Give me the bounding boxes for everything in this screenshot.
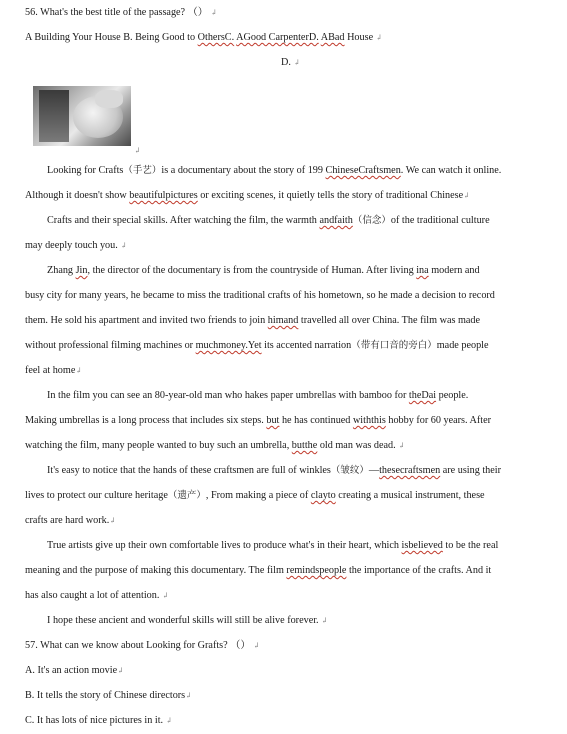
- passage-text: Although it doesn't show: [25, 190, 130, 201]
- passage-text: meaning and the purpose of making this documentary. The film: [25, 565, 287, 576]
- paragraph-mark: ↲: [109, 516, 116, 525]
- passage-line: [47, 164, 501, 178]
- passage-underlined: remindspeople: [286, 565, 347, 576]
- passage-cjk: （手艺）: [123, 165, 162, 176]
- option-text: House: [344, 32, 374, 43]
- passage-underlined: withthis: [352, 415, 386, 426]
- paragraph-mark: ↲: [134, 146, 141, 155]
- passage-text: creating a musical instrument, these: [335, 490, 485, 501]
- paragraph-mark: ↲: [185, 691, 192, 700]
- passage-line: [25, 489, 485, 503]
- passage-text: busy city for many years, he became to miss the traditional crafts of his hometown, so he made a decision to record: [25, 290, 495, 301]
- passage-underlined: clayto: [310, 490, 336, 501]
- passage-line: [47, 464, 501, 478]
- passage-text: made people: [436, 340, 489, 351]
- paragraph-mark: ↲: [75, 366, 83, 375]
- question-56-text: 56. What's the best title of the passage? （）: [25, 7, 208, 18]
- passage-text: travelled all over China. The film was made: [298, 315, 481, 326]
- passage-text: , the director of the documentary is from the countryside of Human. After living: [87, 265, 417, 276]
- passage-line: [25, 339, 489, 353]
- passage-text: Looking for Crafts: [47, 165, 124, 176]
- passage-line: [25, 289, 495, 303]
- option-b: [25, 689, 192, 703]
- passage-text: he has continued: [279, 415, 353, 426]
- passage-text: lives to protect our culture heritage: [25, 490, 168, 501]
- passage-underlined: ina: [416, 265, 429, 276]
- passage-text: Making umbrellas is a long process that includes six steps.: [25, 415, 267, 426]
- passage-text: True artists give up their own comfortable lives to produce what's in their heart, which: [47, 540, 402, 551]
- passage-text: has also caught a lot of attention.: [25, 590, 160, 601]
- passage-underlined: Jin: [75, 265, 88, 276]
- option-c-text: C. It has lots of nice pictures in it.: [25, 715, 164, 726]
- passage-text: modern and: [428, 265, 480, 276]
- paragraph-mark: ↲: [120, 241, 128, 250]
- option-b-text: B. It tells the story of Chinese directors: [25, 690, 186, 701]
- passage-underlined: thesecraftsmen: [379, 465, 441, 476]
- passage-line: [25, 314, 480, 328]
- passage-underlined: andfaith: [319, 215, 353, 226]
- passage-line: [47, 214, 490, 228]
- passage-line: [47, 539, 498, 553]
- option-text-underlined: AGood CarpenterD.: [236, 32, 319, 43]
- passage-text: Zhang: [47, 265, 76, 276]
- passage-text: may deeply touch you.: [25, 240, 118, 251]
- passage-text: In the film you can see an 80-year-old man who hakes paper umbrellas with bamboo for: [47, 390, 409, 401]
- paragraph-mark: ↲: [210, 8, 218, 17]
- passage-text: old man was dead.: [317, 440, 396, 451]
- answer-56: [281, 56, 300, 70]
- passage-text: without professional filming machines or: [25, 340, 196, 351]
- passage-cjk: （信念）: [352, 215, 391, 226]
- passage-underlined: butthe: [291, 440, 318, 451]
- passage-text: . We can watch it online.: [400, 165, 502, 176]
- question-57-text: 57. What can we know about Looking for Grafts? （）: [25, 640, 251, 651]
- paragraph-mark: ↲: [165, 716, 173, 725]
- passage-text: I hope these ancient and wonderful skills will still be alive forever.: [47, 615, 319, 626]
- passage-text: people.: [436, 390, 469, 401]
- option-text-underlined: ABad: [320, 32, 345, 43]
- answer-text: D.: [281, 57, 291, 68]
- option-text: A Building Your House B. Being Good to: [25, 32, 198, 43]
- question-56: [25, 6, 217, 20]
- paragraph-mark: ↲: [463, 191, 470, 200]
- passage-text: to be the real: [442, 540, 499, 551]
- paragraph-mark: ↲: [161, 591, 169, 600]
- paragraph-mark: ↲: [321, 616, 328, 625]
- passage-cjk: （带有口音的旁白）: [351, 340, 437, 351]
- passage-text: its accented narration: [261, 340, 352, 351]
- passage-line: [25, 239, 127, 253]
- passage-underlined: muchmoney.Yet: [195, 340, 262, 351]
- option-text-underlined: OthersC.: [197, 32, 235, 43]
- option-c: [25, 714, 172, 728]
- passage-line: [47, 264, 480, 278]
- passage-underlined: ChineseCraftsmen: [325, 165, 401, 176]
- passage-text: watching the film, many people wanted to buy such an umbrella,: [25, 440, 292, 451]
- passage-line: [25, 189, 470, 203]
- paragraph-mark: ↲: [117, 666, 124, 675]
- passage-text: them. He sold his apartment and invited two friends to join: [25, 315, 268, 326]
- passage-text: of the traditional culture: [390, 215, 490, 226]
- passage-line: [25, 564, 491, 578]
- passage-text: Crafts and their special skills. After watching the film, the warmth: [47, 215, 320, 226]
- paragraph-mark: ↲: [375, 33, 383, 42]
- passage-line: [25, 364, 82, 378]
- passage-text: or exciting scenes, it quietly tells the story of traditional Chinese: [197, 190, 464, 201]
- passage-text: is a documentary about the story of 199: [161, 165, 326, 176]
- passage-text: crafts are hard work.: [25, 515, 110, 526]
- passage-underlined: beautifulpictures: [129, 190, 198, 201]
- question-57: [25, 639, 260, 653]
- photo-shape: [95, 90, 123, 108]
- question-56-options: [25, 31, 382, 45]
- passage-line: [25, 514, 116, 528]
- passage-underlined: theDai: [408, 390, 437, 401]
- passage-text: the importance of the crafts. And it: [346, 565, 492, 576]
- passage-text: hobby for 60 years. After: [385, 415, 492, 426]
- passage-text: , From making a piece of: [205, 490, 311, 501]
- passage-text: are using their: [440, 465, 502, 476]
- paragraph-mark: ↲: [293, 58, 301, 67]
- paragraph-mark: ↲: [253, 641, 260, 650]
- passage-line: [25, 589, 169, 603]
- option-a: [25, 664, 124, 678]
- passage-underlined: but: [266, 415, 280, 426]
- photo-shape: [39, 90, 69, 142]
- passage-line: [25, 414, 491, 428]
- passage-cjk: （遗产）: [167, 490, 206, 501]
- passage-text: It's easy to notice that the hands of these craftsmen are full of winkles: [47, 465, 331, 476]
- passage-text: —: [368, 465, 380, 476]
- passage-underlined: himand: [267, 315, 299, 326]
- passage-line: [47, 614, 328, 628]
- documentary-photo: [33, 86, 131, 146]
- passage-line: [25, 439, 405, 453]
- photo-mark: [134, 144, 141, 158]
- passage-text: feel at home: [25, 365, 76, 376]
- paragraph-mark: ↲: [398, 441, 405, 450]
- passage-underlined: isbelieved: [401, 540, 443, 551]
- passage-line: [47, 389, 468, 403]
- passage-cjk: （皱纹）: [330, 465, 369, 476]
- option-a-text: A. It's an action movie: [25, 665, 118, 676]
